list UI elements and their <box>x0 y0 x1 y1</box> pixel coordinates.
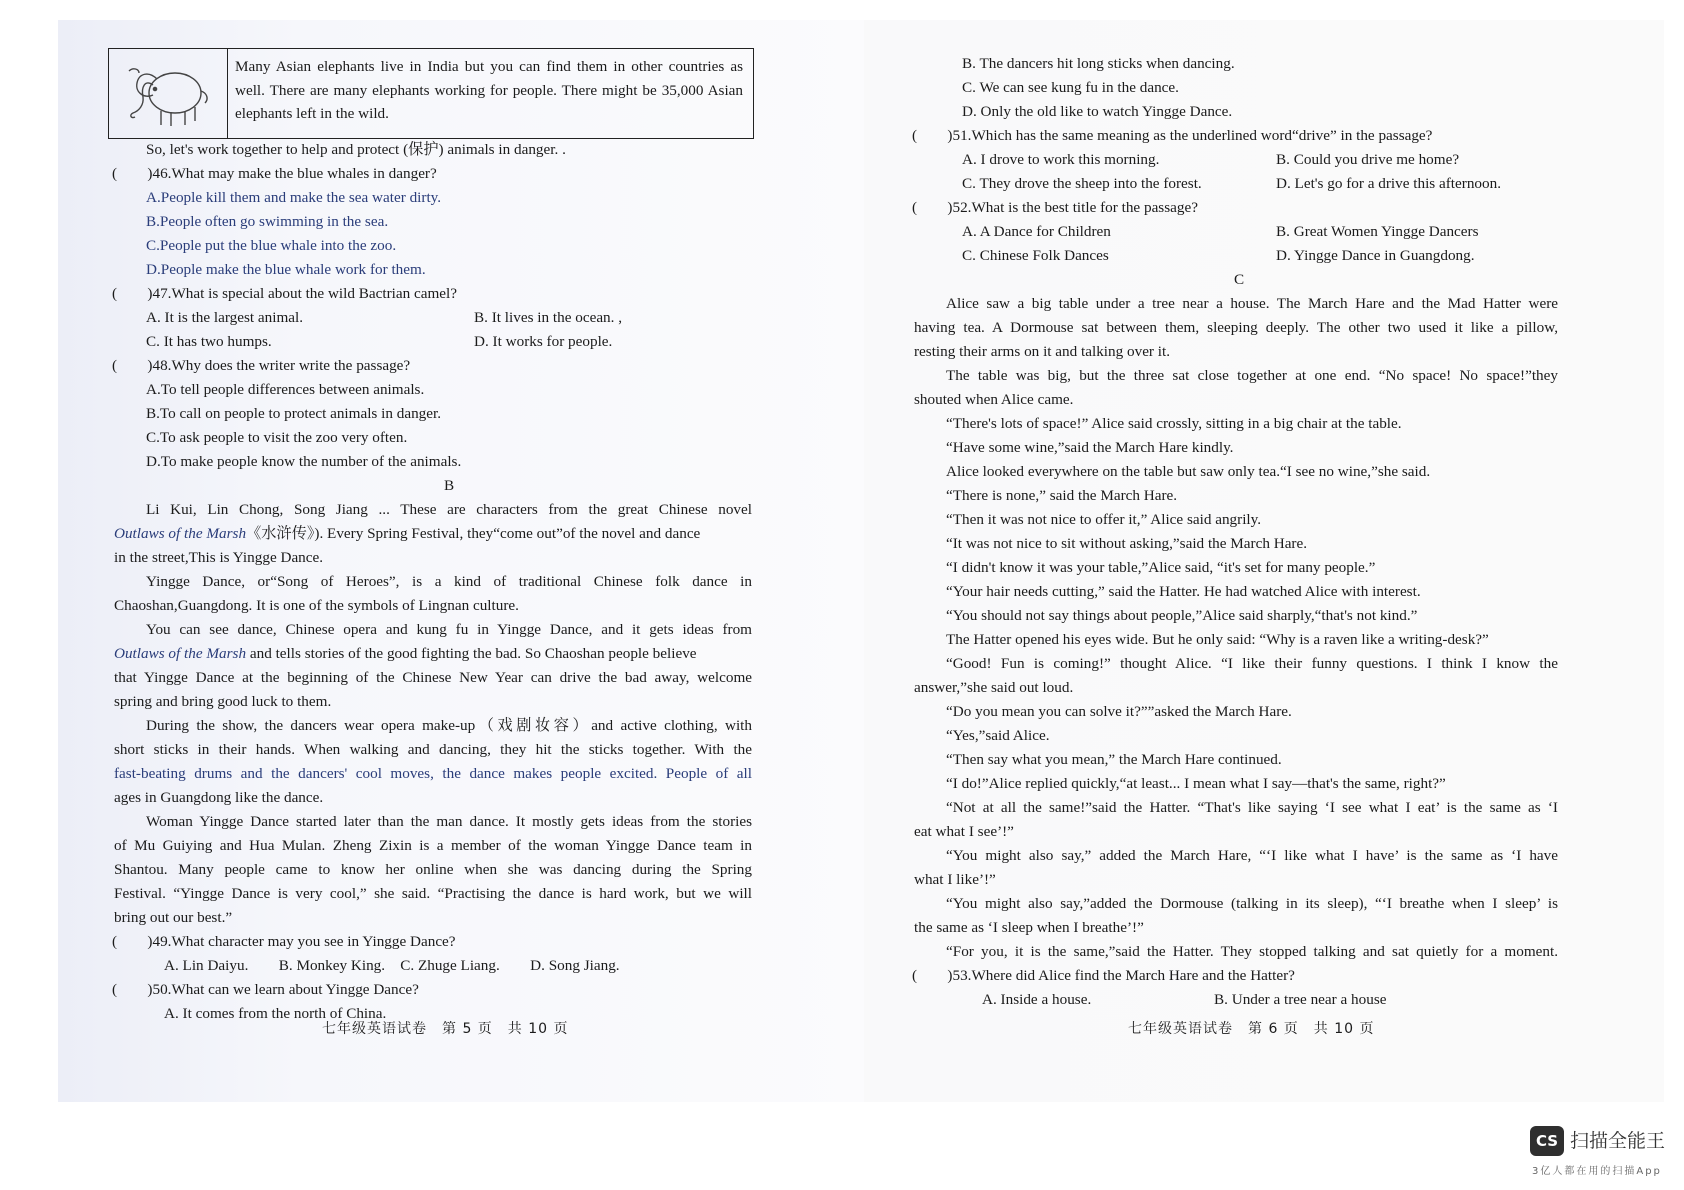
novel-title: Outlaws of the Marsh <box>114 645 247 662</box>
question-46: ( )46.What may make the blue whales in danger? <box>112 165 437 182</box>
question-52: ( )52.What is the best title for the passage? <box>912 199 1198 216</box>
section-c-heading: C <box>1234 271 1245 288</box>
passage-b-line: You can see dance, Chinese opera and kung fu in Yingge Dance, and it gets ideas from <box>146 621 752 638</box>
passage-b-line: Woman Yingge Dance started later than the man dance. It mostly gets ideas from the stories <box>146 813 752 830</box>
question-53: ( )53.Where did Alice find the March Hare and the Hatter? <box>912 967 1295 984</box>
passage-b-line: Festival. “Yingge Dance is very cool,” she said. “Practising the dance is hard work, but we will <box>114 885 752 902</box>
q48-option-b: B.To call on people to protect animals in danger. <box>146 405 442 422</box>
q50-option-c: C. We can see kung fu in the dance. <box>962 79 1179 96</box>
passage-c-line: “Do you mean you can solve it?””asked the March Hare. <box>946 703 1292 720</box>
q52-option-b: B. Great Women Yingge Dancers <box>1276 223 1479 240</box>
question-47: ( )47.What is special about the wild Bactrian camel? <box>112 285 457 302</box>
passage-c-line: resting their arms on it and talking over it. <box>914 343 1171 360</box>
passage-b-line-rest: 《水浒传》). Every Spring Festival, they“come out”of the novel and dance <box>246 525 701 542</box>
scanner-watermark <box>1530 1122 1675 1182</box>
q47-option-d: D. It works for people. <box>474 333 613 350</box>
passage-c-line: “Good! Fun is coming!” thought Alice. “I like their funny questions. I think I know the <box>946 655 1558 672</box>
q53-option-a: A. Inside a house. <box>982 991 1092 1008</box>
q47-option-a: A. It is the largest animal. <box>146 309 304 326</box>
question-49: ( )49.What character may you see in Yingge Dance? <box>112 933 456 950</box>
passage-c-line: Alice saw a big table under a tree near a house. The March Hare and the Mad Hatter were <box>946 295 1558 312</box>
passage-b-line: During the show, the dancers wear opera make-up（戏剧妆容）and active clothing, with <box>146 717 752 734</box>
question-50: ( )50.What can we learn about Yingge Dance? <box>112 981 419 998</box>
passage-b-line: fast-beating drums and the dancers' cool moves, the dance makes people excited. People of all <box>114 765 752 782</box>
section-b-heading: B <box>444 477 455 494</box>
passage-b-line: Chaoshan,Guangdong. It is one of the symbols of Lingnan culture. <box>114 597 519 614</box>
passage-b-line: that Yingge Dance at the beginning of the Chinese New Year can drive the bad away, welcome <box>114 669 752 686</box>
passage-b-line: ages in Guangdong like the dance. <box>114 789 324 806</box>
left-page-footer: 七年级英语试卷 第 5 页 共 10 页 <box>322 1021 569 1037</box>
q46-option-d: D.People make the blue whale work for them. <box>146 261 426 278</box>
q47-option-c: C. It has two humps. <box>146 333 272 350</box>
right-page-footer: 七年级英语试卷 第 6 页 共 10 页 <box>1128 1021 1375 1037</box>
passage-c-line: “For you, it is the same,”said the Hatter. They stopped talking and sat quietly for a moment. <box>946 943 1558 960</box>
passage-c-line: having tea. A Dormouse sat between them, sleeping deeply. The other two used it like a pillow, <box>914 319 1558 336</box>
passage-c-line: “There's lots of space!” Alice said crossly, sitting in a big chair at the table. <box>946 415 1402 432</box>
passage-c-line: Alice looked everywhere on the table but saw only tea.“I see no wine,”she said. <box>946 463 1431 480</box>
q52-option-d: D. Yingge Dance in Guangdong. <box>1276 247 1475 264</box>
scanner-app-name: 扫描全能王 <box>1570 1130 1666 1152</box>
passage-c-line: “Have some wine,”said the March Hare kindly. <box>946 439 1234 456</box>
q52-option-a: A. A Dance for Children <box>962 223 1111 240</box>
q51-option-d: D. Let's go for a drive this afternoon. <box>1276 175 1502 192</box>
q53-option-b: B. Under a tree near a house <box>1214 991 1387 1008</box>
passage-c-line: shouted when Alice came. <box>914 391 1074 408</box>
passage-b-line: bring out our best.” <box>114 909 233 926</box>
q48-option-c: C.To ask people to visit the zoo very often. <box>146 429 408 446</box>
passage-c-line: “You should not say things about people,”Alice said sharply,“that's not kind.” <box>946 607 1418 624</box>
passage-b-line: of Mu Guiying and Hua Mulan. Zheng Zixin is a member of the woman Yingge Dance team in <box>114 837 752 854</box>
passage-c-line: “It was not nice to sit without asking,”said the March Hare. <box>946 535 1308 552</box>
q52-option-c: C. Chinese Folk Dances <box>962 247 1109 264</box>
passage-c-line: “I do!”Alice replied quickly,“at least... I mean what I say—that's the same, right?” <box>946 775 1446 792</box>
passage-b-line: Li Kui, Lin Chong, Song Jiang ... These are characters from the great Chinese novel <box>146 501 752 518</box>
passage-c-line: The table was big, but the three sat close together at one end. “No space! No space!”they <box>946 367 1558 384</box>
q51-option-c: C. They drove the sheep into the forest. <box>962 175 1202 192</box>
q48-option-d: D.To make people know the number of the animals. <box>146 453 462 470</box>
passage-c-line: The Hatter opened his eyes wide. But he only said: “Why is a raven like a writing-desk?” <box>946 631 1489 648</box>
passage-b-line-rest: and tells stories of the good fighting the bad. So Chaoshan people believe <box>249 645 697 662</box>
q50-option-a: A. It comes from the north of China. <box>164 1005 387 1022</box>
passage-b-line: in the street,This is Yingge Dance. <box>114 549 324 566</box>
passage-b-line: Shantou. Many people came to know her online when she was dancing during the Spring <box>114 861 752 878</box>
elephant-info-text: Many Asian elephants live in India but you can find them in other countries as well. There are many elephants working for people. There might be 35,000 Asian elephants left in the wild. <box>235 58 743 123</box>
passage-c-line: “I didn't know it was your table,”Alice said, “it's set for many people.” <box>946 559 1376 576</box>
passage-c-line: “You might also say,” added the March Hare, “‘I like what I have’ is the same as ‘I have <box>946 847 1558 864</box>
passage-c-line: the same as ‘I sleep when I breathe’!” <box>914 919 1144 936</box>
passage-c-line: “There is none,” said the March Hare. <box>946 487 1178 504</box>
passage-c-line: “Then say what you mean,” the March Hare continued. <box>946 751 1282 768</box>
camscanner-logo-icon: CS <box>1530 1126 1564 1156</box>
q46-option-b: B.People often go swimming in the sea. <box>146 213 389 230</box>
scanner-tagline: 3亿人都在用的扫描App <box>1532 1166 1662 1177</box>
passage-c-line: “Not at all the same!”said the Hatter. “That's like saying ‘I see what I eat’ is the same as ‘I <box>946 799 1558 816</box>
q51-option-b: B. Could you drive me home? <box>1276 151 1460 168</box>
novel-title: Outlaws of the Marsh <box>114 525 247 542</box>
q50-option-d: D. Only the old like to watch Yingge Dance. <box>962 103 1233 120</box>
q48-option-a: A.To tell people differences between animals. <box>146 381 425 398</box>
passage-c-line: eat what I see’!” <box>914 823 1014 840</box>
q51-option-a: A. I drove to work this morning. <box>962 151 1160 168</box>
q46-option-a: A.People kill them and make the sea water dirty. <box>146 189 442 206</box>
passage-b-line: Yingge Dance, or“Song of Heroes”, is a kind of traditional Chinese folk dance in <box>146 573 752 590</box>
passage-c-line: “Your hair needs cutting,” said the Hatter. He had watched Alice with interest. <box>946 583 1421 600</box>
passage-c-line: “Then it was not nice to offer it,” Alice said angrily. <box>946 511 1262 528</box>
passage-c-line: “You might also say,”added the Dormouse (talking in its sleep), “‘I breathe when I sleep’ is <box>946 895 1558 912</box>
conclusion-line: So, let's work together to help and protect (保护) animals in danger. . <box>146 141 566 158</box>
question-51: ( )51.Which has the same meaning as the underlined word“drive” in the passage? <box>912 127 1433 144</box>
passage-c-line: answer,”she said out loud. <box>914 679 1074 696</box>
passage-c-line: “Yes,”said Alice. <box>946 727 1050 744</box>
passage-c-line: what I like’!” <box>914 871 996 888</box>
q49-options: A. Lin Daiyu. B. Monkey King. C. Zhuge Liang. D. Song Jiang. <box>164 957 620 974</box>
q46-option-c: C.People put the blue whale into the zoo. <box>146 237 397 254</box>
passage-b-line: spring and bring good luck to them. <box>114 693 332 710</box>
question-48: ( )48.Why does the writer write the passage? <box>112 357 411 374</box>
q50-option-b: B. The dancers hit long sticks when dancing. <box>962 55 1235 72</box>
q47-option-b: B. It lives in the ocean. , <box>474 309 623 326</box>
passage-b-line: short sticks in their hands. When walking and dancing, they hit the sticks together. With the <box>114 741 752 758</box>
